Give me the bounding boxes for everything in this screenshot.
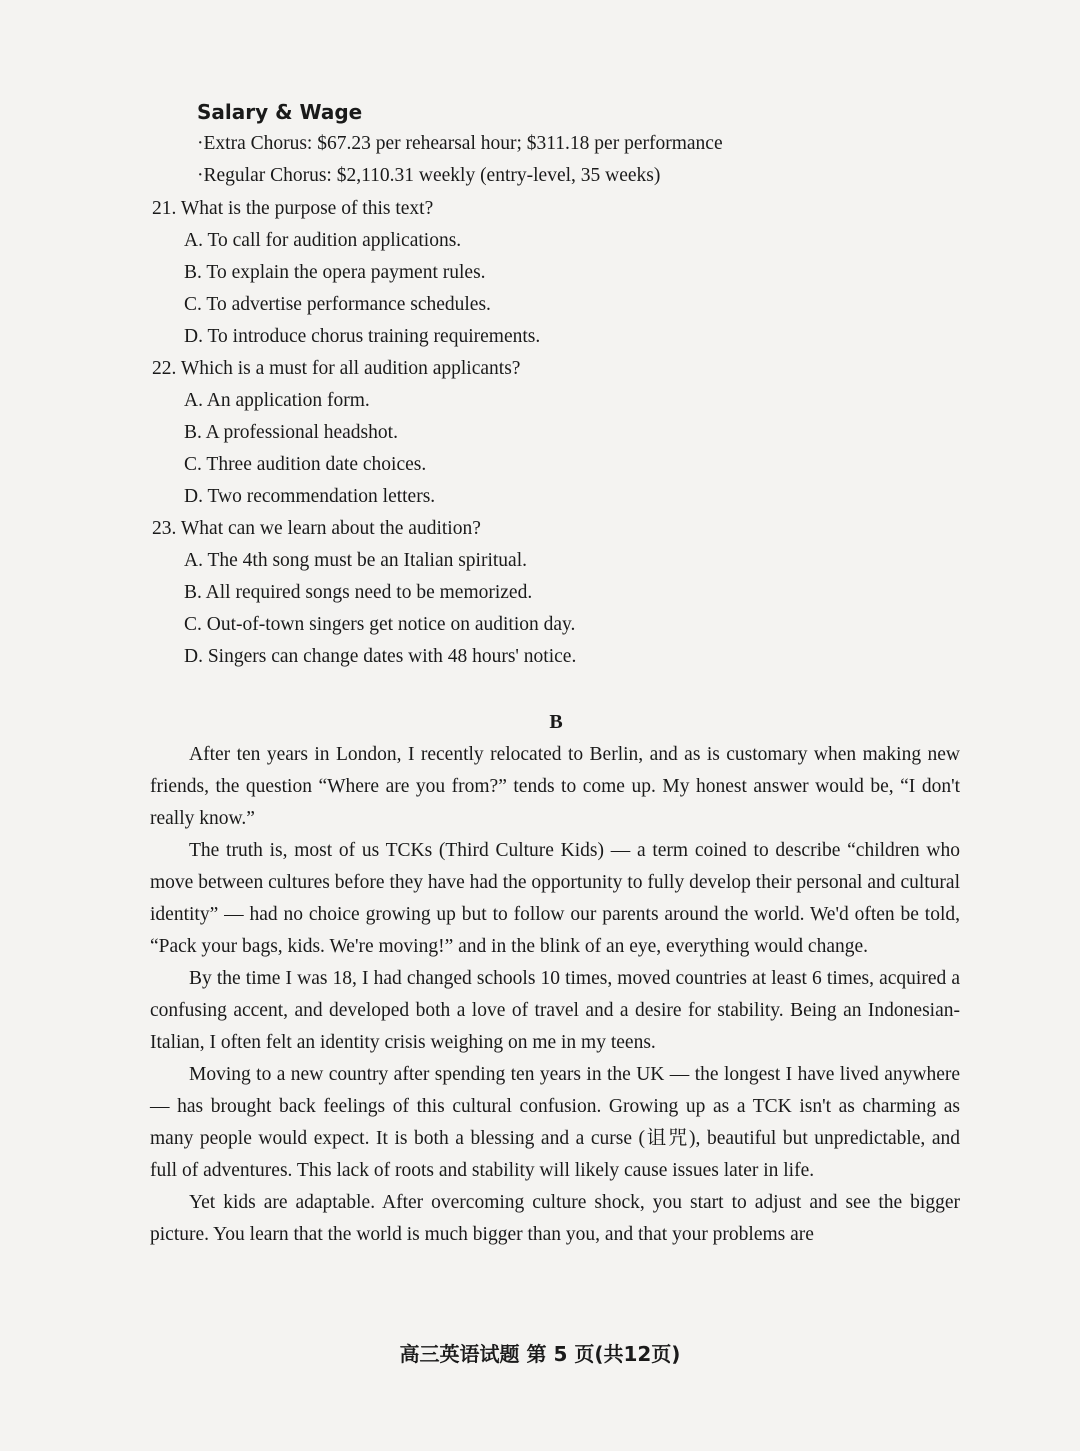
option-c: C. Three audition date choices. — [184, 454, 427, 475]
option-a: A. An application form. — [184, 390, 370, 411]
passage-paragraph-4: Moving to a new country after spending ten years in the UK — the longest I have lived anywhere — has brought back feelings of this cultural confusion. Growing up as a TCK isn't as charming as many people would expect. It is both a blessing and a curse (诅咒), beautiful but unpredictable, and full of adventures. This lack of roots and stability will likely cause issues later in life. — [150, 1064, 960, 1181]
option-a: A. The 4th song must be an Italian spiritual. — [184, 550, 528, 571]
option-c: C. Out-of-town singers get notice on audition day. — [184, 614, 576, 635]
page-footer: 高三英语试题 第 5 页(共12页) — [399, 1342, 681, 1366]
passage-paragraph-1: After ten years in London, I recently relocated to Berlin, and as is customary when making new friends, the question “Where are you from?” tends to come up. My honest answer would be, “I don't really know.” — [150, 744, 960, 829]
question-23 — [152, 513, 972, 673]
option-d: D. Singers can change dates with 48 hours' notice. — [184, 646, 577, 667]
question-list — [152, 193, 972, 673]
option-d: D. To introduce chorus training requirements. — [184, 326, 541, 347]
option-b: B. To explain the opera payment rules. — [184, 262, 486, 283]
option-b: B. All required songs need to be memorized. — [184, 582, 533, 603]
option-a: A. To call for audition applications. — [184, 230, 462, 251]
option-c: C. To advertise performance schedules. — [184, 294, 491, 315]
option-b: B. A professional headshot. — [184, 422, 398, 443]
salary-line-regular-chorus: ·Regular Chorus: $2,110.31 weekly (entry-level, 35 weeks) — [197, 165, 661, 186]
salary-heading: Salary & Wage — [197, 100, 363, 124]
passage-paragraph-2: The truth is, most of us TCKs (Third Culture Kids) — a term coined to describe “children who move between cultures before they have had the opportunity to fully develop their personal and cultural identity” — had no choice growing up but to follow our parents around the world. We'd often be told, “Pack your bags, kids. We're moving!” and in the blink of an eye, everything would change. — [150, 840, 960, 957]
passage-paragraph-3: By the time I was 18, I had changed schools 10 times, moved countries at least 6 times, acquired a confusing accent, and developed both a love of travel and a desire for stability. Being an Indonesian-Italian, I often felt an identity crisis weighing on me in my teens. — [150, 968, 960, 1053]
salary-line-extra-chorus: ·Extra Chorus: $67.23 per rehearsal hour; $311.18 per performance — [197, 133, 723, 154]
option-d: D. Two recommendation letters. — [184, 486, 436, 507]
question-stem: 22. Which is a must for all audition applicants? — [152, 358, 521, 379]
question-22 — [152, 353, 972, 513]
question-stem: 21. What is the purpose of this text? — [152, 198, 434, 219]
passage-paragraph-5: Yet kids are adaptable. After overcoming culture shock, you start to adjust and see the bigger picture. You learn that the world is much bigger than you, and that your problems are — [150, 1192, 960, 1245]
salary-list — [197, 128, 997, 192]
question-21 — [152, 193, 972, 353]
question-stem: 23. What can we learn about the audition? — [152, 518, 481, 539]
passage-label: B — [549, 711, 563, 733]
reading-passage — [150, 739, 960, 1251]
